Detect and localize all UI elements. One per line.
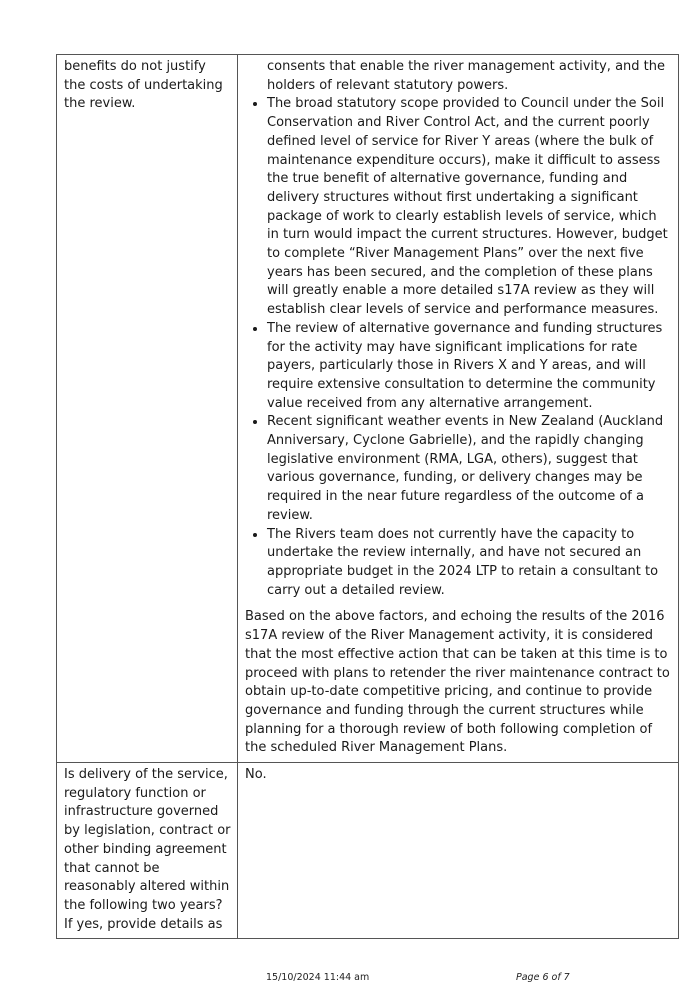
page-label: Page 6 of 7 [516, 972, 570, 983]
answer-text: No. [245, 767, 267, 783]
bullet-item: • The Rivers team does not currently have the capacity to undertake the review internally, and have not secured an appropriate budget in the 2024 LTP to retain a consultant to carry out a detailed review. [267, 526, 672, 601]
bullet-item: consents that enable the river management activity, and the holders of relevant statutory powers. [267, 59, 665, 93]
answer-cell [238, 763, 679, 939]
footer-page-number [516, 972, 570, 983]
review-table [56, 54, 679, 939]
table-row [57, 55, 679, 763]
continued-bullet-list [245, 58, 672, 95]
question-text: benefits do not justify the costs of undertaking the review. [64, 59, 223, 112]
bullet-item: • Recent significant weather events in New Zealand (Auckland Anniversary, Cyclone Gabrielle), and the rapidly changing legislative environment (RMA, LGA, others), suggest that various governance, funding, or delivery changes may be required in the near future regardless of the outcome of a review. [267, 413, 672, 525]
answer-cell [238, 55, 679, 763]
bullet-list [245, 95, 672, 600]
bullet-item: • The review of alternative governance and funding structures for the activity may have significant implications for rate payers, particularly those in Rivers X and Y areas, and will require extensive consultation to determine the community value received from any alternative arrangement. [267, 320, 672, 414]
conclusion-paragraph: Based on the above factors, and echoing the results of the 2016 s17A review of the River Management activity, it is considered that the most effective action that can be taken at this time is to proceed with plans to retender the river maintenance contract to obtain up-to-date competitive pricing, and continue to provide governance and funding through the current structures while planning for a thorough review of both following completion of the scheduled River Management Plans. [245, 609, 670, 756]
table-row [57, 763, 679, 939]
footer-datetime: 15/10/2024 11:44 am [266, 972, 370, 983]
question-cell [57, 763, 238, 939]
bullet-item: • The broad statutory scope provided to Council under the Soil Conservation and River Control Act, and the current poorly defined level of service for River Y areas (where the bulk of maintenance expenditure occurs), make it difficult to assess the true benefit of alternative governance, funding and delivery structures without first undertaking a significant package of work to clearly establish levels of service, which in turn would impact the current structures. However, budget to complete “River Management Plans” over the next five years has been secured, and the completion of these plans will greatly enable a more detailed s17A review as they will establish clear levels of service and performance measures. [267, 95, 672, 319]
question-text: Is delivery of the service, regulatory function or infrastructure governed by legislation, contract or other binding agreement that cannot be reasonably altered within the following two years? If yes, provide details as [64, 767, 231, 932]
question-cell [57, 55, 238, 763]
